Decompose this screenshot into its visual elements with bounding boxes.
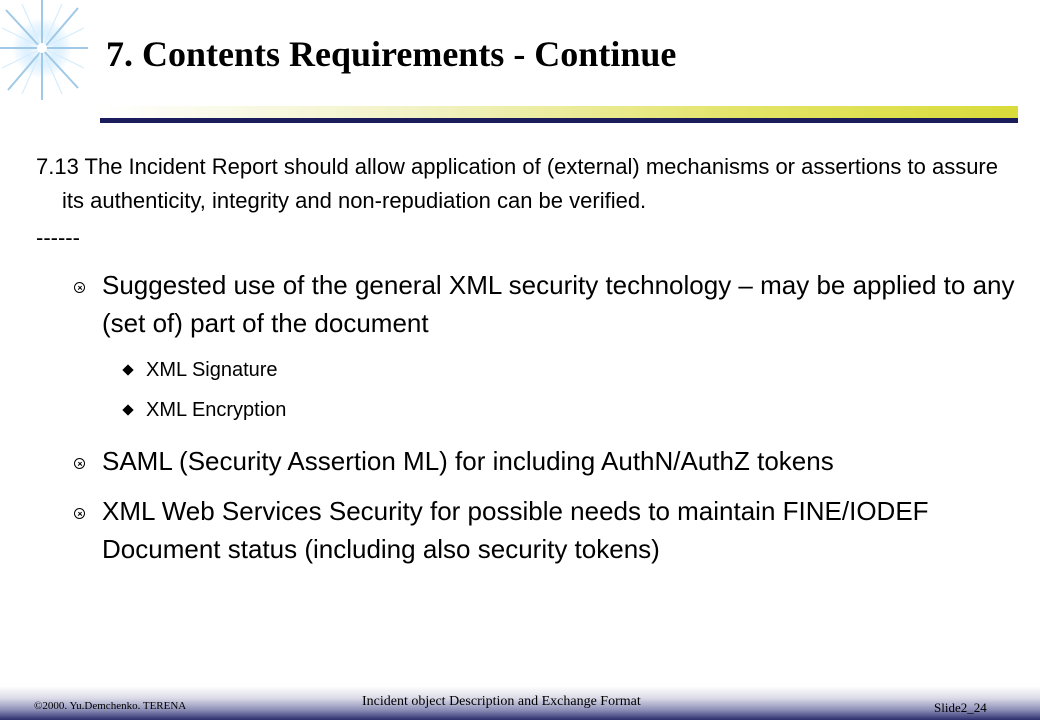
sub-list-item bbox=[102, 390, 1016, 430]
list-item bbox=[36, 442, 1016, 480]
sub-list-item bbox=[102, 350, 1016, 390]
title-underline-rule bbox=[100, 118, 1018, 123]
circle-x-bullet-icon bbox=[74, 458, 85, 469]
diamond-bullet-icon bbox=[122, 404, 133, 415]
separator-dashes: ------ bbox=[36, 225, 80, 250]
title-underline-bar bbox=[100, 106, 1018, 118]
circle-x-bullet-icon bbox=[74, 508, 85, 519]
bullet-text: Suggested use of the general XML security technology – may be applied to any (set of) part of the document bbox=[102, 270, 1015, 338]
bullet-list bbox=[36, 266, 1016, 568]
footer-copyright: ©2000. Yu.Demchenko. TERENA bbox=[34, 700, 187, 712]
bullet-text: XML Web Services Security for possible needs to maintain FINE/IODEF Document status (including also security tokens) bbox=[102, 496, 929, 564]
slide-body bbox=[36, 150, 1016, 568]
list-item bbox=[36, 492, 1016, 568]
requirement-text: 7.13 The Incident Report should allow application of (external) mechanisms or assertions to assure its authenticity, integrity and non-repudiation can be verified. bbox=[36, 154, 998, 213]
circle-x-bullet-icon bbox=[74, 282, 85, 293]
list-item bbox=[36, 266, 1016, 430]
sub-bullet-text: XML Signature bbox=[146, 359, 278, 381]
diamond-bullet-icon bbox=[122, 364, 133, 375]
sub-bullet-text: XML Encryption bbox=[146, 399, 287, 421]
slide-title: 7. Contents Requirements - Continue bbox=[106, 34, 677, 74]
sparkle-star-icon bbox=[0, 0, 92, 104]
sub-bullet-list bbox=[102, 350, 1016, 430]
bullet-text: SAML (Security Assertion ML) for including AuthN/AuthZ tokens bbox=[102, 446, 834, 476]
footer-slide-number: Slide2_24 bbox=[934, 700, 987, 715]
footer-presentation-title: Incident object Description and Exchange Format bbox=[362, 694, 641, 709]
